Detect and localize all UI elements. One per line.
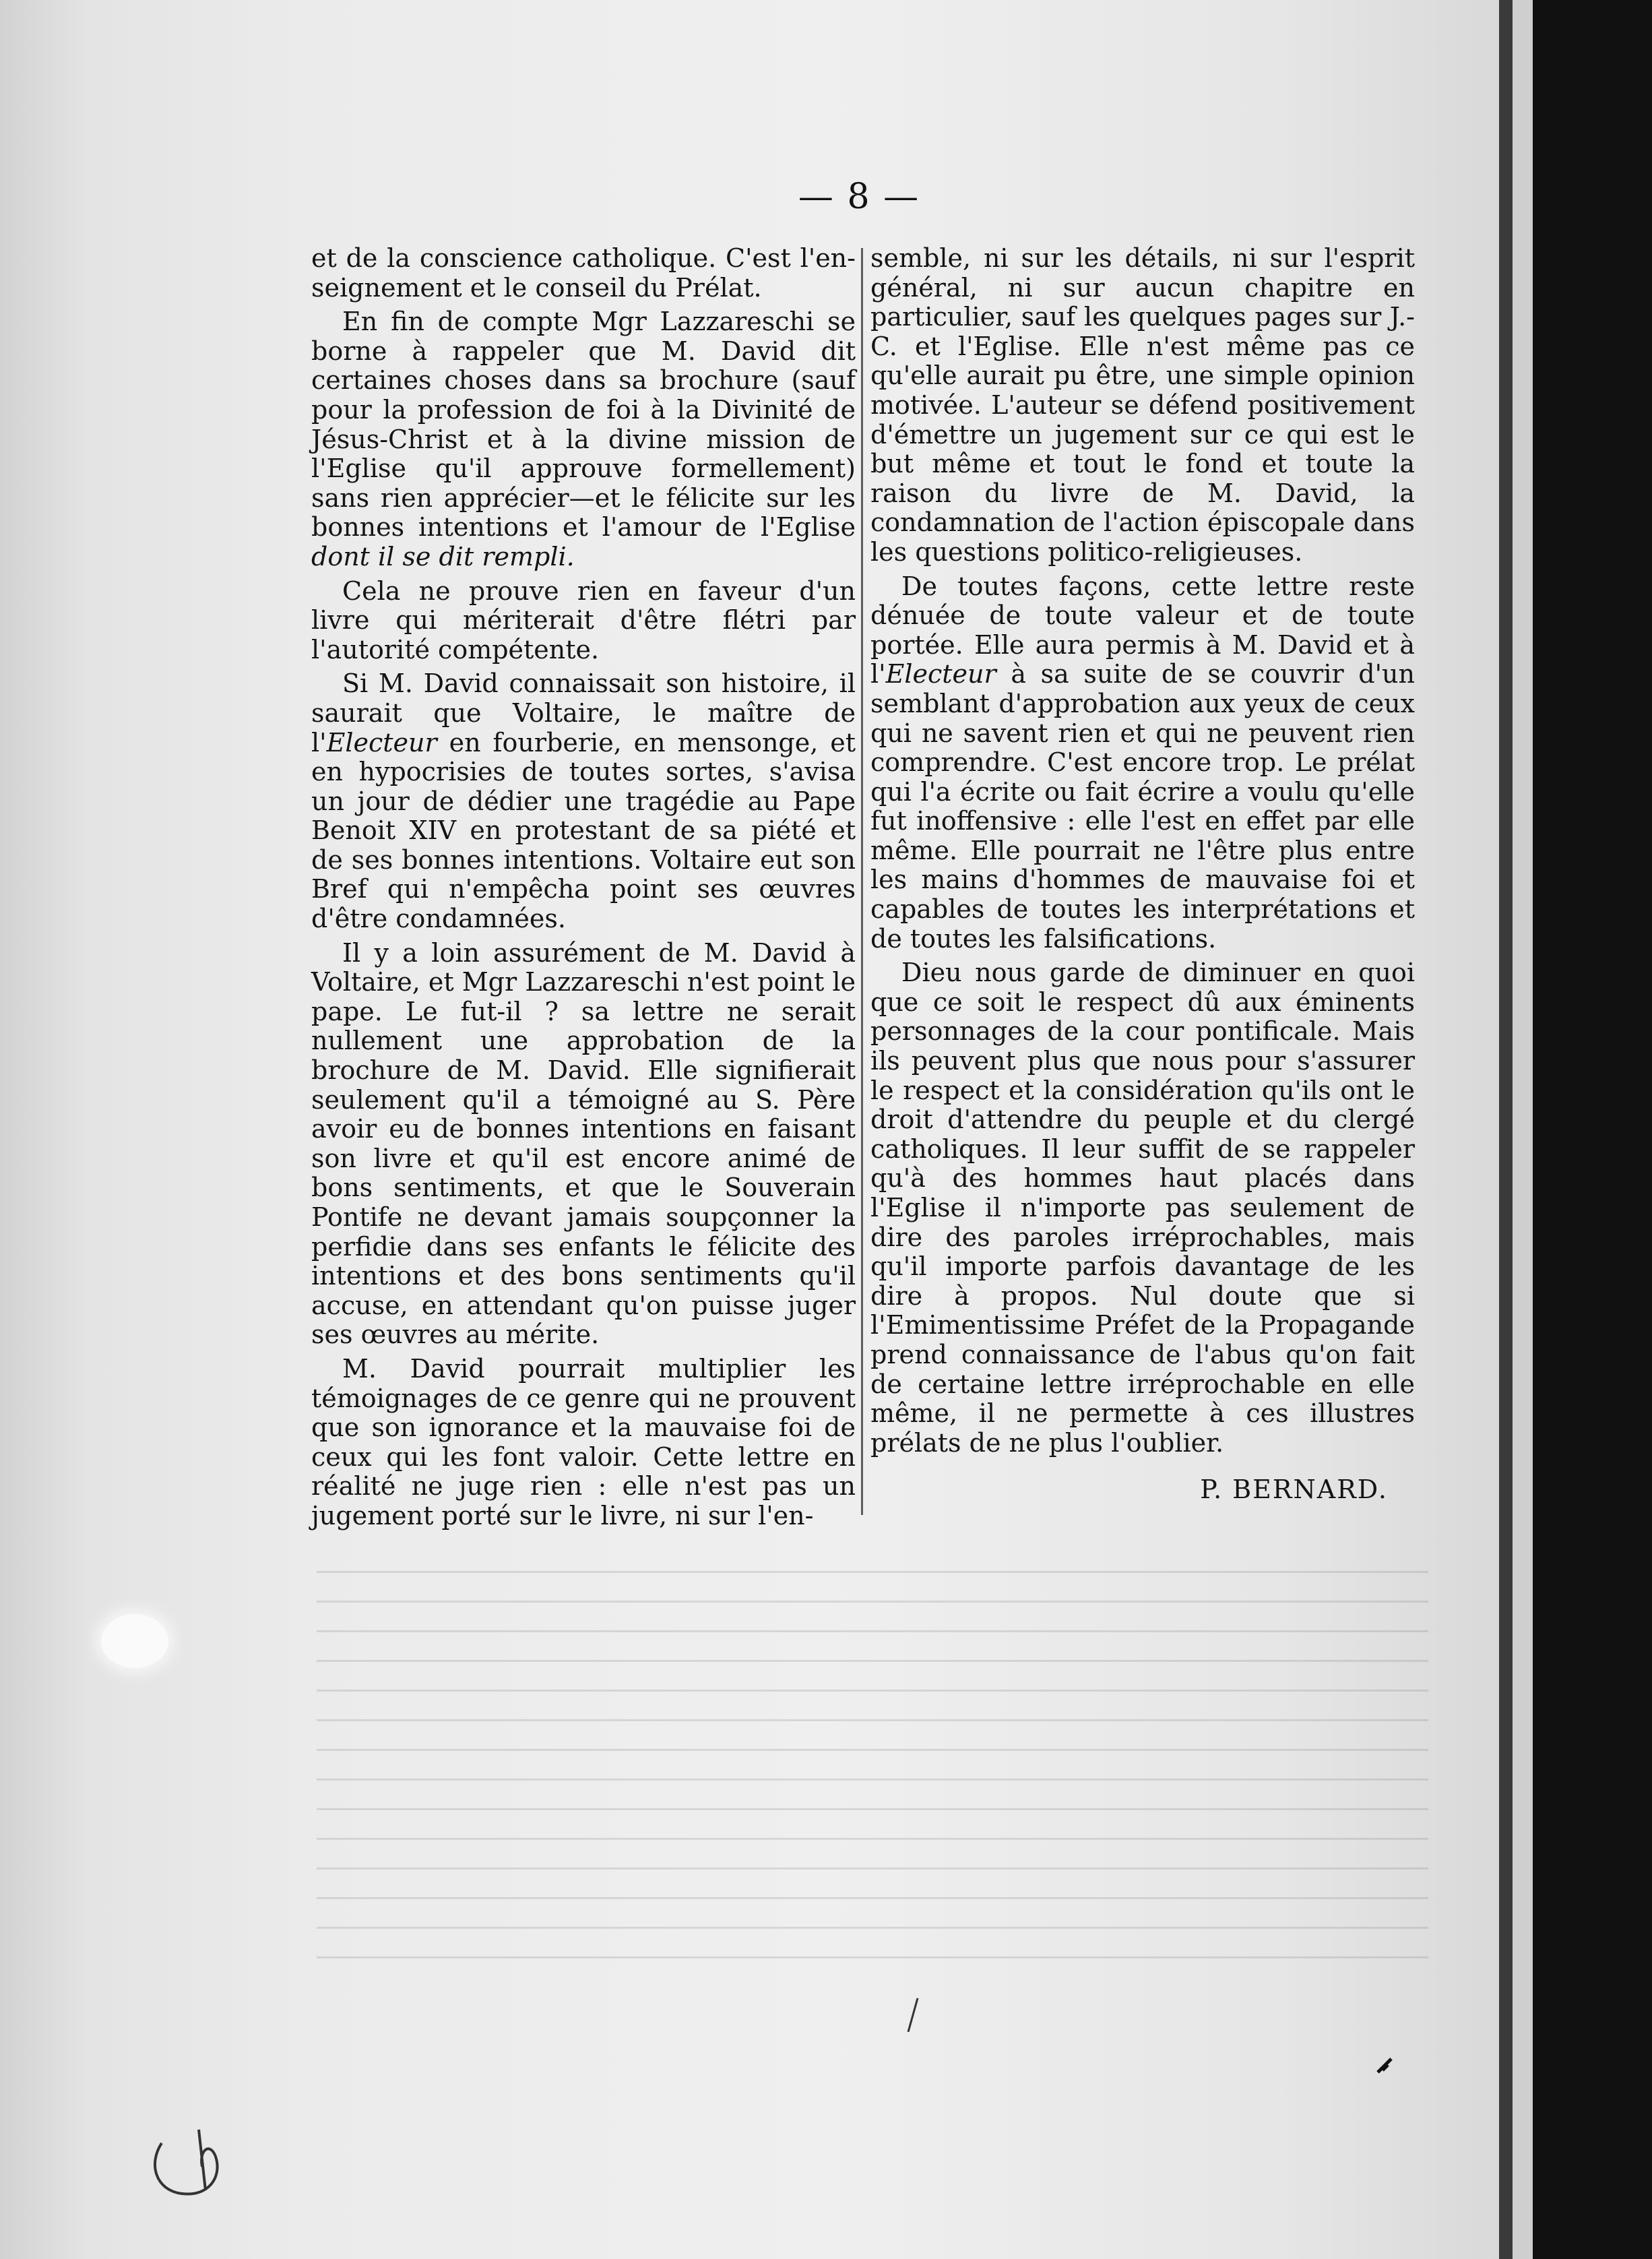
paragraph-text: Si M. David connaissait son histoire, il saurait que Voltaire, le maître de l' bbox=[311, 669, 856, 757]
italic-word: Electeur bbox=[885, 659, 996, 689]
paragraph bbox=[870, 572, 1415, 954]
paragraph-text: En fin de compte Mgr Lazzareschi se borne à rappeler que M. David dit certaines choses dans sa brochure (sauf pour la profession de foi à la Divinité de Jésus-Christ et à la divine mission de l'Eglise qu'il approuve formellement) sans rien apprécier—et le félicite sur les bonnes intentions et l'amour de l'Eglise bbox=[311, 307, 856, 543]
pencil-scribble bbox=[135, 2103, 243, 2204]
left-column bbox=[311, 244, 856, 1536]
paragraph-text: à sa suite de se couvrir d'un semblant d'approbation aux yeux de ceux qui ne savent rien et qui ne peuvent rien comprendre. C'est encore trop. Le prélat qui l'a écrite ou fait écrire a voulu qu'elle fut inoffensive : elle l'est en effet par elle même. Elle pourrait ne l'être plus entre les mains d'hommes de mauvaise foi et capables de toutes les interprétations et de toutes les falsifications. bbox=[870, 659, 1415, 954]
signature: P. BERNARD. bbox=[1200, 1475, 1388, 1505]
right-column bbox=[870, 244, 1415, 1505]
paragraph: M. David pourrait multiplier les témoignages de ce genre qui ne prouvent que son ignorance et la mauvaise foi de ceux qui les font valoir. Cette lettre en réalité ne juge rien : elle n'est pas un jugement porté sur le livre, ni sur l'en- bbox=[311, 1353, 856, 1530]
paragraph: Dieu nous garde de diminuer en quoi que ce soit le respect dû aux éminents personnages de la cour pontificale. Mais ils peuvent plus que nous pour s'assurer le respect et la considération qu'ils ont le droit d'attendre du peuple et du clergé catholiques. Il leur suffit de se rappeler qu'à des hommes haut placés dans l'Eglise il n'importe pas seulement de dire des paroles irréprochables, mais qu'il importe parfois davantage de les dire à propos. Nul doute que si l'Emimentissime Préfet de la Propagande prend connaissance de l'abus qu'on fait de certaine lettre irréprochable en elle même, il ne permette à ces illustres prélats de ne plus l'oublier. bbox=[870, 958, 1415, 1458]
paragraph: Cela ne prouve rien en faveur d'un livre qui mériterait d'être flétri par l'autorité compétente. bbox=[311, 576, 856, 664]
stray-mark bbox=[1374, 2055, 1395, 2076]
italic-word: Electeur bbox=[326, 727, 437, 757]
column-divider bbox=[861, 248, 863, 1515]
paper-blot bbox=[101, 1614, 168, 1668]
page-edge-shadow bbox=[1499, 0, 1513, 2259]
paragraph-text: en fourberie, en mensonge, et en hypocrisies de toutes sortes, s'avisa un jour de dédier une tragédie au Pape Benoit XIV en protestant de sa piété et de ses bonnes intentions. Voltaire eut son Bref qui n'empêcha point ses œuvres d'être condamnées. bbox=[311, 727, 856, 934]
stray-mark bbox=[903, 1995, 923, 2035]
bleed-through-text bbox=[317, 1564, 1428, 1981]
italic-phrase: dont il se dit rempli. bbox=[311, 541, 575, 571]
paragraph: Il y a loin assurément de M. David à Voltaire, et Mgr Lazzareschi n'est point le pape. Le fut-il ? sa lettre ne serait nullement une approbation de la brochure de M. David. Elle signifierait seulement qu'il a témoigné au S. Père avoir eu de bonnes intentions en faisant son livre et qu'il est encore animé de bons sentiments, et que le Souverain Pontife ne devant jamais soupçonner la perfidie dans ses enfants le félicite des intentions et des bons sentiments qu'il accuse, en attendant qu'on puisse juger ses œuvres au mérite. bbox=[311, 937, 856, 1350]
page-edge bbox=[1513, 0, 1533, 2259]
paragraph: et de la conscience catholique. C'est l'en-seignement et le conseil du Prélat. bbox=[311, 243, 856, 303]
paragraph bbox=[311, 307, 856, 571]
paragraph-text: De toutes façons, cette lettre reste dénuée de toute valeur et de toute portée. Elle aura permis à M. David et à l' bbox=[870, 571, 1415, 689]
paragraph: semble, ni sur les détails, ni sur l'esprit général, ni sur aucun chapitre en particulier, sauf les quelques pages sur J.-C. et l'Eglise. Elle n'est même pas ce qu'elle aurait pu être, une simple opinion motivée. L'auteur se défend positivement d'émettre un jugement sur ce qui est le but même et tout le fond et toute la raison du livre de M. David, la condamnation de l'action épiscopale dans les questions politico-religieuses. bbox=[870, 243, 1415, 567]
paragraph bbox=[311, 669, 856, 933]
page-number: — 8 — bbox=[798, 177, 920, 217]
